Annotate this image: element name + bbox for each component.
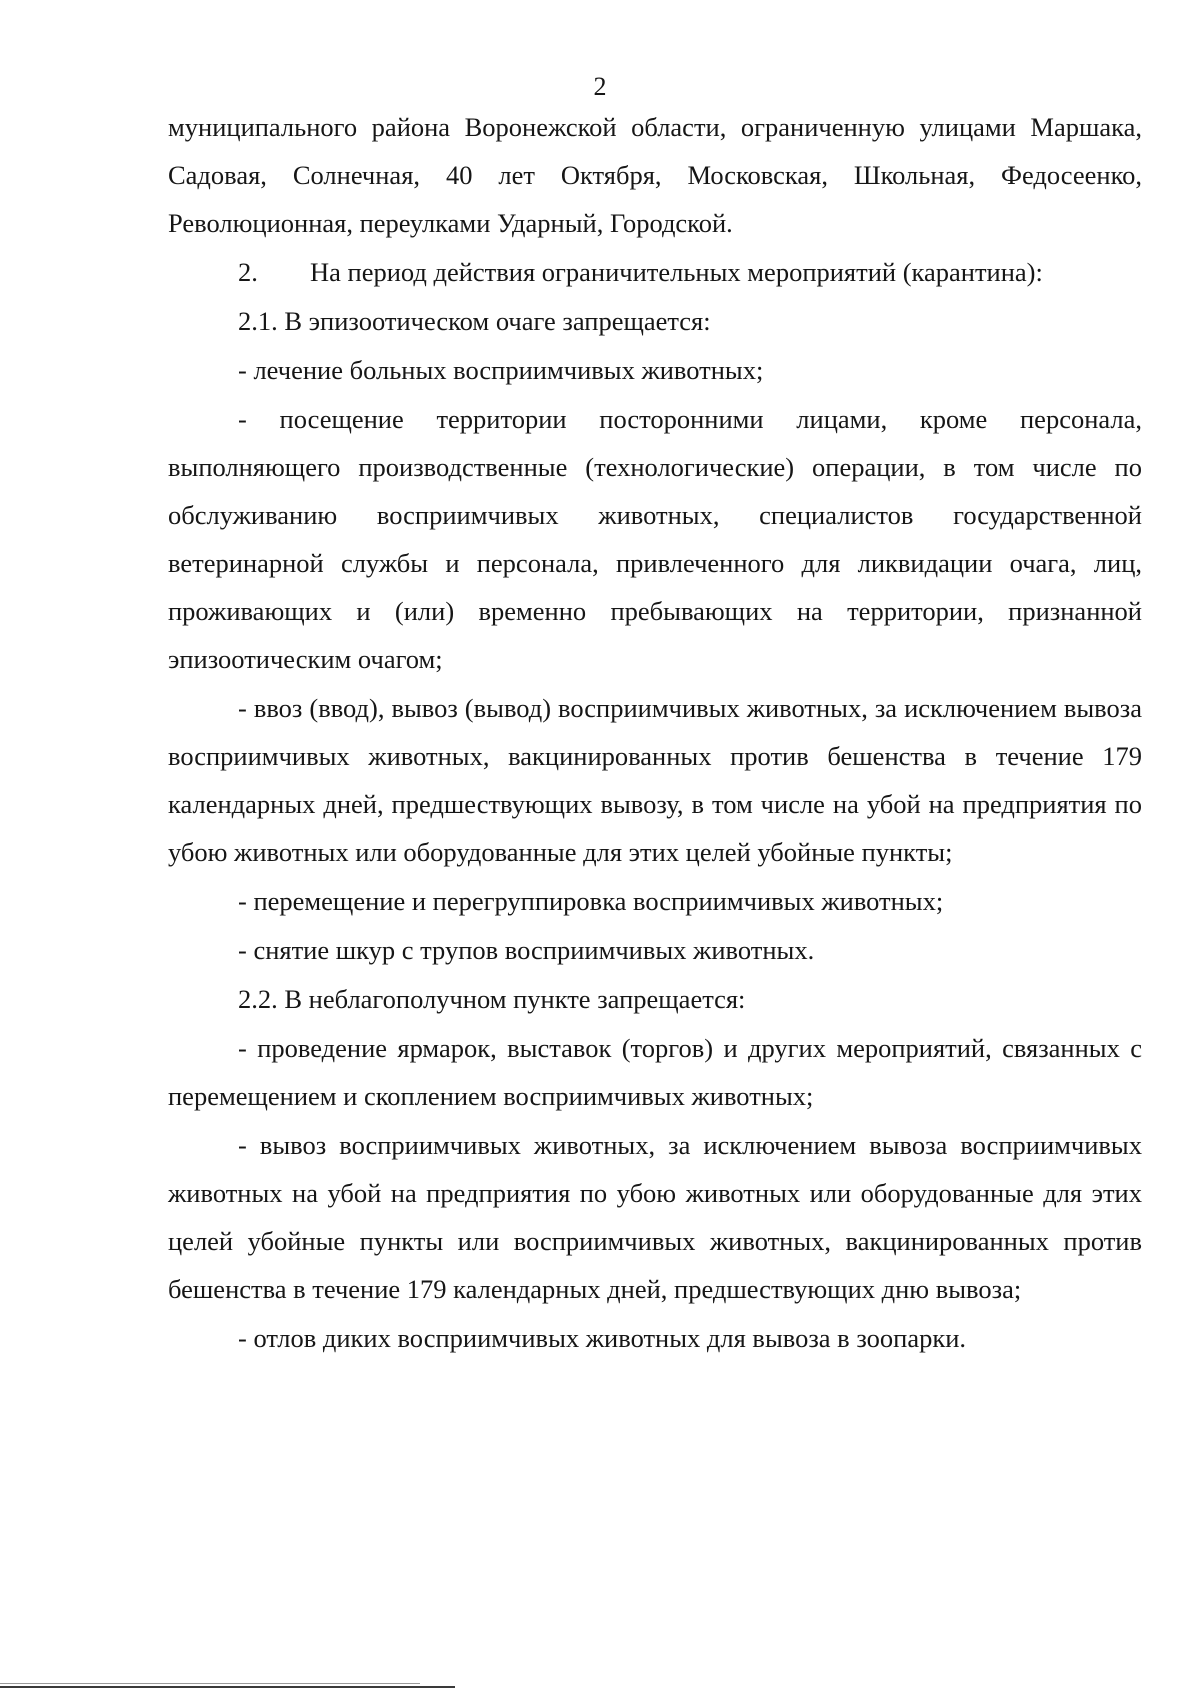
section-number: 2. [238,257,258,287]
footer-scan-line-light [0,1683,420,1684]
page-number: 2 [593,72,607,101]
paragraph-regrouping-ban: - перемещение и перегруппировка восприимчивых животных; [238,886,944,916]
section-heading: На период действия ограничительных мероприятий (карантина): [310,257,1043,287]
paragraph-2-1-heading: 2.1. В эпизоотическом очаге запрещается: [238,306,711,336]
paragraph-treatment-ban: - лечение больных восприимчивых животных; [238,355,764,385]
paragraph-visit-ban: - посещение территории посторонними лицами, кроме персонала, выполняющего производственные (технологические) операции, в том числе по обслуживанию восприимчивых животных, специалистов государственной ветеринарной службы и персонала, привлеченного для ликвидации очага, лиц, проживающих и (или) временно пребывающих на территории, признанной эпизоотическим очагом; [168,404,1142,674]
paragraph-fairs-ban: - проведение ярмарок, выставок (торгов) и других мероприятий, связанных с перемещением и скоплением восприимчивых животных; [168,1033,1142,1111]
paragraph-skinning-ban: - снятие шкур с трупов восприимчивых животных. [238,935,815,965]
paragraph-section-2 [168,248,1142,296]
paragraph-wild-animals-ban: - отлов диких восприимчивых животных для вывоза в зоопарки. [238,1323,967,1353]
footer-scan-line [0,1686,455,1688]
paragraph-import-export-ban: - ввоз (ввод), вывоз (вывод) восприимчивых животных, за исключением вывоза восприимчивых животных, вакцинированных против бешенства в течение 179 календарных дней, предшествующих вывозу, в том числе на убой на предприятия по убою животных или оборудованные для этих целей убойные пункты; [168,693,1142,867]
paragraph-2-2-heading: 2.2. В неблагополучном пункте запрещается: [238,984,746,1014]
document-body [168,103,1142,1362]
paragraph-territory: муниципального района Воронежской области, ограниченную улицами Маршака, Садовая, Солнечная, 40 лет Октября, Московская, Школьная, Федосеенко, Революционная, переулками Ударный, Городской. [168,112,1142,238]
paragraph-export-ban: - вывоз восприимчивых животных, за исключением вывоза восприимчивых животных на убой на предприятия по убою животных или оборудованные для этих целей убойные пункты или восприимчивых животных, вакцинированных против бешенства в течение 179 календарных дней, предшествующих дню вывоза; [168,1130,1142,1304]
